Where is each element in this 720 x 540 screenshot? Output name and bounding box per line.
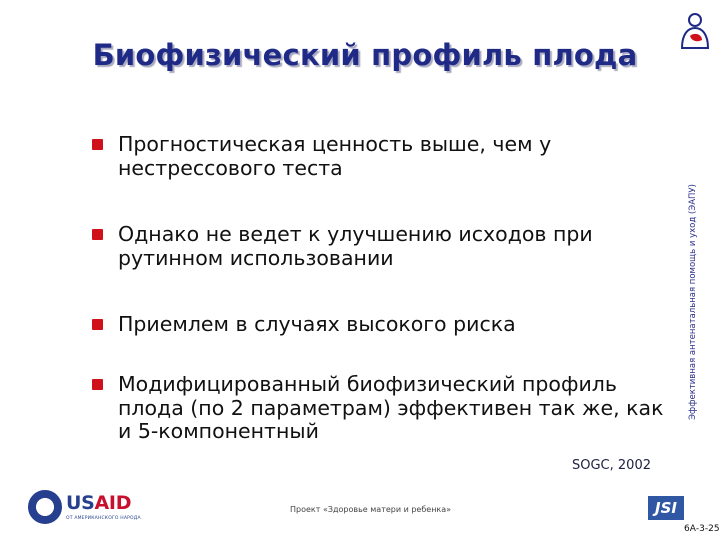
bullet-marker-icon [92,229,103,240]
bullet-text: Модифицированный биофизический профиль плода (по 2 параметрам) эффективен так же, как и 5-компонентный [118,372,664,443]
usaid-wordmark: USAID [66,492,132,514]
bullet-marker-icon [92,139,103,150]
bullet-item [92,133,672,180]
usaid-seal-icon [28,490,62,524]
usaid-logo [28,490,153,526]
bullet-item [92,373,672,444]
slide-number: 6А-3-25 [684,524,720,534]
bullet-item [92,223,672,270]
bullet-text: Прогностическая ценность выше, чем у нестрессового теста [118,132,552,180]
side-caption: Эффективная антенатальная помощь и уход (ЭАПУ) [688,184,698,420]
mother-child-logo-icon [672,6,718,52]
bullet-marker-icon [92,379,103,390]
bullet-text: Однако не ведет к улучшению исходов при рутинном использовании [118,222,593,270]
jsi-logo: JSI [648,496,684,520]
bullet-text: Приемлем в случаях высокого риска [118,312,516,336]
citation: SOGC, 2002 [572,458,651,473]
bullet-marker-icon [92,319,103,330]
bullet-item [92,313,672,337]
project-name: Проект «Здоровье матери и ребенка» [290,505,452,514]
usaid-tagline: ОТ АМЕРИКАНСКОГО НАРОДА [66,516,141,521]
slide-title: Биофизический профиль плода [92,38,638,72]
